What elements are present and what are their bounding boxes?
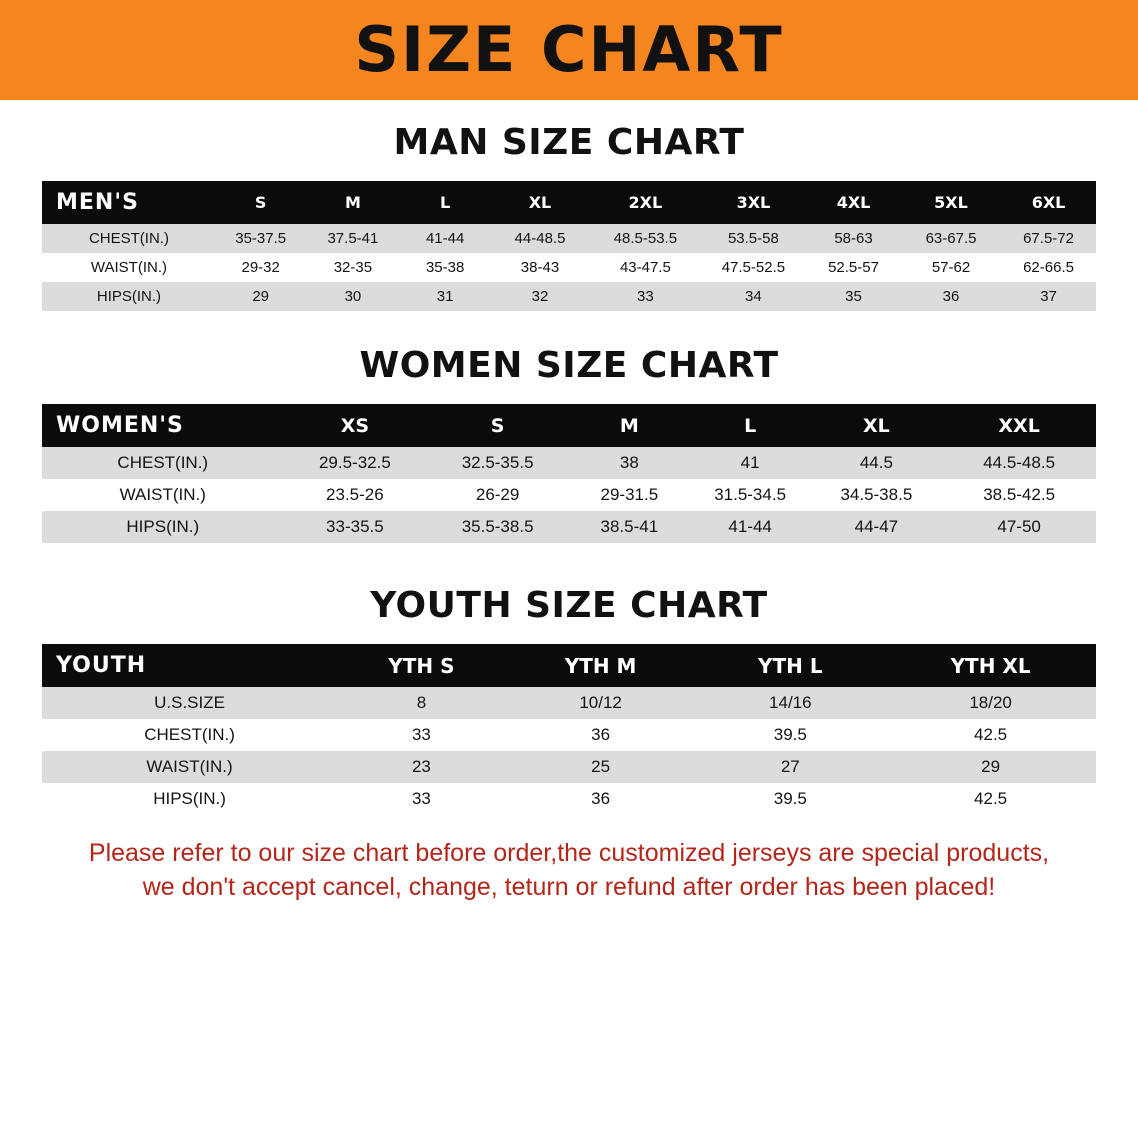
table-cell: 29 — [885, 751, 1096, 783]
column-header: MEN'S — [42, 181, 216, 224]
table-cell: 31.5-34.5 — [690, 479, 811, 511]
table-row — [42, 447, 1096, 479]
table-cell: 44.5 — [811, 447, 943, 479]
table-cell: 57-62 — [901, 253, 1001, 282]
table-cell: 29 — [216, 282, 306, 311]
column-header: XXL — [942, 404, 1096, 447]
table-cell: 10/12 — [506, 687, 696, 719]
table-cell: 33 — [590, 282, 701, 311]
column-header: L — [400, 181, 490, 224]
row-label: U.S.SIZE — [42, 687, 337, 719]
table-cell: 41-44 — [690, 511, 811, 543]
column-header: XL — [811, 404, 943, 447]
table-cell: 38 — [569, 447, 690, 479]
table-cell: 42.5 — [885, 783, 1096, 815]
table-cell: 37.5-41 — [305, 224, 400, 253]
table-cell: 14/16 — [695, 687, 885, 719]
table-cell: 31 — [400, 282, 490, 311]
table-header-row — [42, 644, 1096, 687]
column-header: XL — [490, 181, 590, 224]
row-label: HIPS(IN.) — [42, 783, 337, 815]
women-section-heading: WOMEN SIZE CHART — [359, 345, 779, 386]
table-cell: 32-35 — [305, 253, 400, 282]
youth-size-table — [42, 644, 1096, 815]
table-row — [42, 253, 1096, 282]
table-cell: 23 — [337, 751, 506, 783]
table-cell: 29-31.5 — [569, 479, 690, 511]
table-row — [42, 719, 1096, 751]
table-cell: 38-43 — [490, 253, 590, 282]
table-cell: 36 — [506, 719, 696, 751]
table-cell: 37 — [1001, 282, 1096, 311]
table-cell: 41-44 — [400, 224, 490, 253]
page-title: SIZE CHART — [354, 13, 784, 86]
row-label: CHEST(IN.) — [42, 719, 337, 751]
table-cell: 33 — [337, 719, 506, 751]
table-row — [42, 751, 1096, 783]
column-header: YTH L — [695, 644, 885, 687]
column-header: XS — [284, 404, 427, 447]
table-cell: 41 — [690, 447, 811, 479]
table-cell: 23.5-26 — [284, 479, 427, 511]
table-cell: 36 — [506, 783, 696, 815]
table-cell: 38.5-42.5 — [942, 479, 1096, 511]
column-header: S — [216, 181, 306, 224]
table-cell: 63-67.5 — [901, 224, 1001, 253]
man-table-wrap — [42, 181, 1096, 311]
women-table-wrap — [42, 404, 1096, 543]
youth-table-wrap — [42, 644, 1096, 815]
column-header: L — [690, 404, 811, 447]
table-cell: 35.5-38.5 — [426, 511, 569, 543]
table-cell: 44-48.5 — [490, 224, 590, 253]
table-header-row — [42, 181, 1096, 224]
table-cell: 47-50 — [942, 511, 1096, 543]
table-row — [42, 511, 1096, 543]
column-header: 6XL — [1001, 181, 1096, 224]
table-cell: 26-29 — [426, 479, 569, 511]
column-header: 2XL — [590, 181, 701, 224]
youth-section-heading: YOUTH SIZE CHART — [370, 585, 768, 626]
table-cell: 38.5-41 — [569, 511, 690, 543]
table-cell: 53.5-58 — [701, 224, 806, 253]
table-cell: 30 — [305, 282, 400, 311]
table-cell: 52.5-57 — [806, 253, 901, 282]
table-row — [42, 282, 1096, 311]
column-header: M — [305, 181, 400, 224]
column-header: WOMEN'S — [42, 404, 284, 447]
table-cell: 34 — [701, 282, 806, 311]
table-cell: 32 — [490, 282, 590, 311]
table-header-row — [42, 404, 1096, 447]
column-header: YOUTH — [42, 644, 337, 687]
row-label: WAIST(IN.) — [42, 479, 284, 511]
table-cell: 18/20 — [885, 687, 1096, 719]
row-label: CHEST(IN.) — [42, 224, 216, 253]
table-cell: 8 — [337, 687, 506, 719]
row-label: WAIST(IN.) — [42, 253, 216, 282]
row-label: HIPS(IN.) — [42, 511, 284, 543]
table-cell: 47.5-52.5 — [701, 253, 806, 282]
table-cell: 33 — [337, 783, 506, 815]
table-cell: 35 — [806, 282, 901, 311]
table-cell: 35-38 — [400, 253, 490, 282]
table-cell: 35-37.5 — [216, 224, 306, 253]
table-row — [42, 687, 1096, 719]
man-size-table — [42, 181, 1096, 311]
row-label: CHEST(IN.) — [42, 447, 284, 479]
header-banner — [0, 0, 1138, 100]
man-section-heading: MAN SIZE CHART — [393, 122, 745, 163]
policy-note — [40, 837, 1098, 905]
table-cell: 32.5-35.5 — [426, 447, 569, 479]
table-cell: 25 — [506, 751, 696, 783]
table-row — [42, 783, 1096, 815]
table-cell: 48.5-53.5 — [590, 224, 701, 253]
table-cell: 29.5-32.5 — [284, 447, 427, 479]
table-cell: 33-35.5 — [284, 511, 427, 543]
table-cell: 67.5-72 — [1001, 224, 1096, 253]
column-header: YTH M — [506, 644, 696, 687]
table-cell: 39.5 — [695, 719, 885, 751]
table-cell: 27 — [695, 751, 885, 783]
column-header: 3XL — [701, 181, 806, 224]
column-header: S — [426, 404, 569, 447]
row-label: HIPS(IN.) — [42, 282, 216, 311]
table-cell: 43-47.5 — [590, 253, 701, 282]
table-cell: 39.5 — [695, 783, 885, 815]
policy-note-line-2: we don't accept cancel, change, teturn or refund after order has been placed! — [142, 872, 996, 901]
column-header: M — [569, 404, 690, 447]
column-header: 5XL — [901, 181, 1001, 224]
women-size-table — [42, 404, 1096, 543]
table-cell: 44-47 — [811, 511, 943, 543]
table-row — [42, 224, 1096, 253]
column-header: YTH S — [337, 644, 506, 687]
table-cell: 44.5-48.5 — [942, 447, 1096, 479]
table-cell: 34.5-38.5 — [811, 479, 943, 511]
column-header: 4XL — [806, 181, 901, 224]
table-cell: 42.5 — [885, 719, 1096, 751]
table-cell: 36 — [901, 282, 1001, 311]
row-label: WAIST(IN.) — [42, 751, 337, 783]
table-row — [42, 479, 1096, 511]
table-cell: 58-63 — [806, 224, 901, 253]
table-cell: 62-66.5 — [1001, 253, 1096, 282]
column-header: YTH XL — [885, 644, 1096, 687]
table-cell: 29-32 — [216, 253, 306, 282]
policy-note-line-1: Please refer to our size chart before order,the customized jerseys are special products, — [88, 839, 1050, 867]
